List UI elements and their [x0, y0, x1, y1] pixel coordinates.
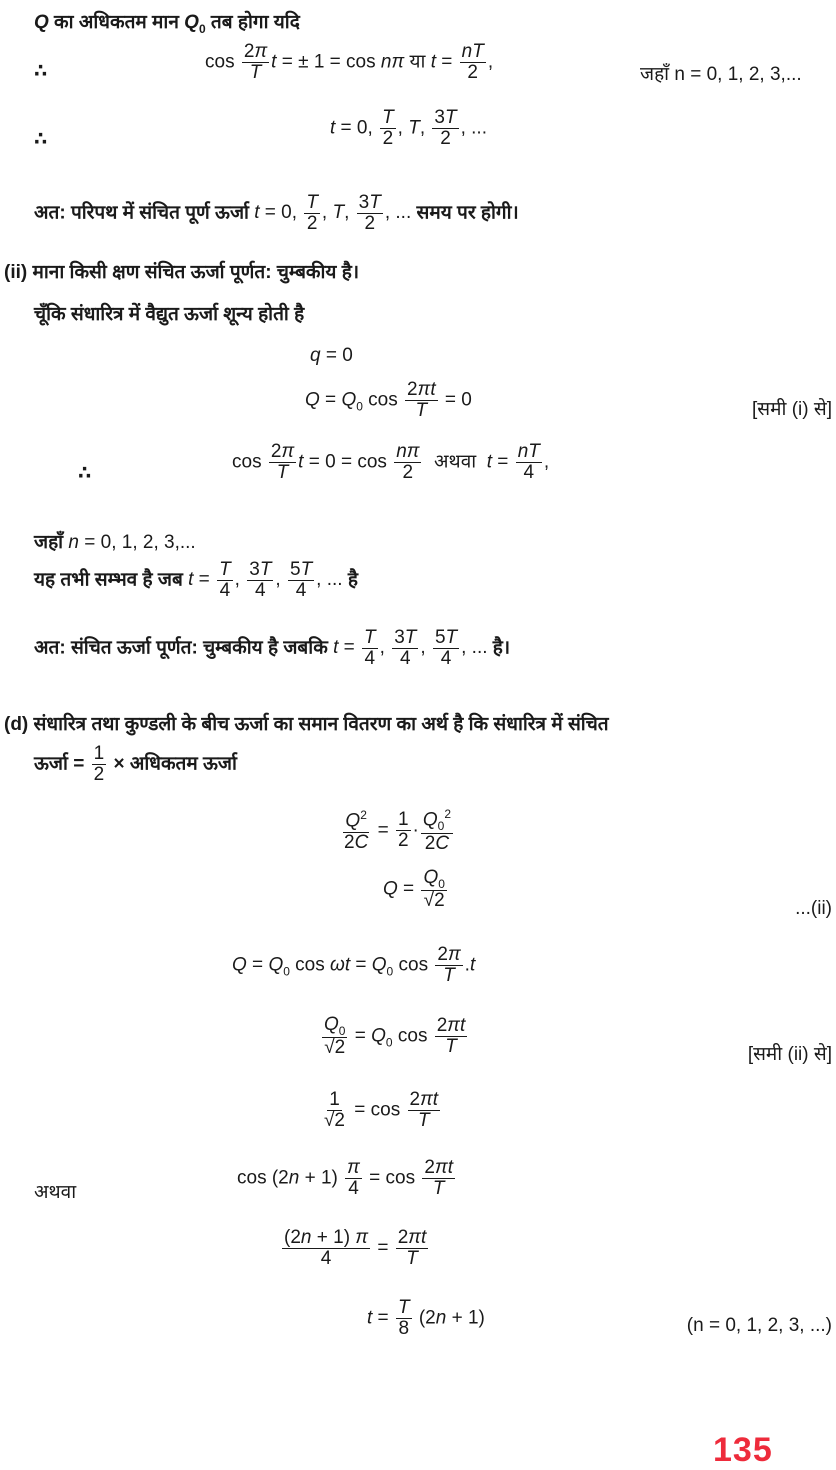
- text-line-part-ii-heading: (ii) माना किसी क्षण संचित ऊर्जा पूर्णत: चुम्बकीय है।: [4, 262, 360, 283]
- text-line-fully-magnetic: अत: संचित ऊर्जा पूर्णत: चुम्बकीय है जबकि t = $\frac{T}{4}$ , $\frac{3T}{4}$ , $\frac{5T}{4}$ , ... है।: [34, 627, 511, 669]
- equation-Q0-over-root2-cos: $\frac{Q_0}{√2}$ = $Q_0$ cos $\frac{2\pi t}{T}$: [324, 1014, 466, 1059]
- equation-t-values: t = 0, $\frac{T}{2}$ , T, $\frac{3T}{2}$ , ...: [330, 107, 487, 149]
- text-line-electric-energy-zero: चूँकि संधारित्र में वैद्युत ऊर्जा शून्य होती है: [34, 304, 305, 325]
- equation-Q-over-root2: Q = $\frac{Q_0}{√2}$: [383, 867, 445, 912]
- equation-cos-equals-pm1: cos $\frac{2\pi}{T}$ t = ± 1 = cos nπ या t = $\frac{nT}{2}$ ,: [205, 41, 494, 83]
- equation-cos-zero-nT4: cos $\frac{2\pi}{T}$ t = 0 = cos $\frac{n\pi}{2}$ अथवा t = $\frac{nT}{4}$ ,: [232, 441, 550, 483]
- or-label: अथवा: [34, 1182, 77, 1203]
- equation-Q-cos-zero: $Q = Q_0$ cos $\frac{2\pi t}{T}$ = 0: [305, 379, 472, 421]
- text-line-possible-when: यह तभी सम्भव है जब t = $\frac{T}{4}$ , $\frac{3T}{4}$ , $\frac{5T}{4}$ , ... है: [34, 559, 358, 601]
- text-line-max-charge-condition: Q का अधिकतम मान $Q_0$ तब होगा यदि: [34, 12, 300, 36]
- equation-Q-cos-omega-t: $Q = Q_0$ $\cos \omega t = Q_0$ cos $\frac{2\pi}{T}$ .t: [232, 944, 476, 986]
- equation-angle-equality: $\frac{(2n + 1) \pi}{4}$ = $\frac{2\pi t}{T}$: [284, 1227, 427, 1269]
- equation-reference-ii: [समी (ii) से]: [747, 1044, 832, 1065]
- equation-one-over-root2: $\frac{1}{√2}$ = cos $\frac{2\pi t}{T}$: [324, 1089, 439, 1131]
- equation-label-ii: ...(ii): [795, 898, 832, 919]
- text-line-part-d-heading: (d) संधारित्र तथा कुण्डली के बीच ऊर्जा का समान वितरण का अर्थ है कि संधारित्र में संचित: [4, 714, 609, 735]
- text-line-where-n: जहाँ n = 0, 1, 2, 3,...: [34, 532, 196, 553]
- text-line-half-max-energy: ऊर्जा = $\frac{1}{2}$ × अधिकतम ऊर्जा: [34, 743, 237, 785]
- condition-n-range: (n = 0, 1, 2, 3, ...): [686, 1315, 832, 1336]
- equation-q-zero: q = 0: [310, 345, 353, 366]
- equation-reference-i: [समी (i) से]: [752, 399, 832, 420]
- therefore-symbol: ∴: [78, 463, 92, 484]
- condition-n-values: जहाँ n = 0, 1, 2, 3,...: [640, 64, 802, 85]
- equation-energy-ratio: $\frac{Q^2}{2C}$ = $\frac{1}{2}$ · $\frac{Q_0^2}{2C}$: [344, 807, 452, 854]
- equation-cos-2n-plus-1: cos (2n + 1) $\frac{\pi}{4}$ = cos $\frac{2\pi t}{T}$: [237, 1157, 453, 1199]
- therefore-symbol: ∴: [34, 129, 48, 150]
- equation-final-t: t = $\frac{T}{8}$ (2n + 1): [367, 1297, 485, 1339]
- page-number: 135: [713, 1431, 773, 1469]
- therefore-symbol: ∴: [34, 61, 48, 82]
- text-line-total-energy-times: अत: परिपथ में संचित पूर्ण ऊर्जा t = 0, $\frac{T}{2}$ , T, $\frac{3T}{2}$ , ... समय पर होगी।: [34, 192, 519, 234]
